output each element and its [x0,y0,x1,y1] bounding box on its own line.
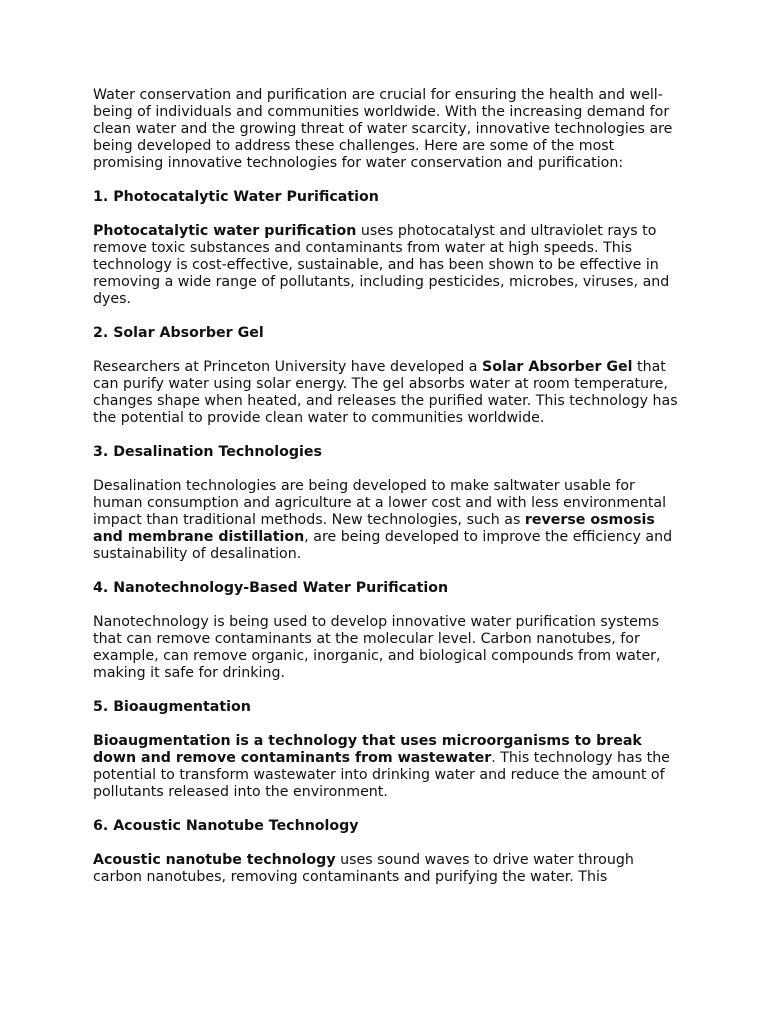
document-page [93,87,683,903]
paragraph-bold-text: Bioaugmentation is a technology that uses microorganisms to break down and remove contaminants from wastewater [93,733,642,766]
paragraph-text: uses photocatalyst and ultraviolet rays to remove toxic substances and contaminants from water at high speeds. This technology is cost-effective, sustainable, and has been shown to be effective in removing a wide range of pollutants, including pesticides, microbes, viruses, and dyes. [93,223,670,307]
paragraph-bold-text: Solar Absorber Gel [482,359,633,375]
section-heading: 4. Nanotechnology-Based Water Purification [93,580,449,596]
paragraph-text: Researchers at Princeton University have developed a [93,359,482,375]
section-6 [93,818,683,886]
section-heading: 2. Solar Absorber Gel [93,325,264,341]
section-4 [93,580,683,682]
section-paragraph [93,359,683,427]
section-paragraph [93,733,683,801]
paragraph-text: . This technology has the potential to transform wastewater into drinking water and reduce the amount of pollutants released into the environment. [93,750,670,800]
section-2 [93,325,683,427]
section-heading: 5. Bioaugmentation [93,699,251,715]
section-paragraph [93,223,683,308]
intro-paragraph: Water conservation and purification are crucial for ensuring the health and well-being of individuals and communities worldwide. With the increasing demand for clean water and the growing threat of water scarcity, innovative technologies are being developed to address these challenges. Here are some of the most promising innovative technologies for water conservation and purification: [93,87,673,171]
paragraph-text: that can purify water using solar energy. The gel absorbs water at room temperature, changes shape when heated, and releases the purified water. This technology has the potential to provide clean water to communities worldwide. [93,359,678,426]
paragraph-bold-text: reverse osmosis and membrane distillation [93,512,655,545]
section-heading: 6. Acoustic Nanotube Technology [93,818,359,834]
paragraph-text: Desalination technologies are being developed to make saltwater usable for human consumption and agriculture at a lower cost and with less environmental impact than traditional methods. New technologies, such as [93,478,667,528]
section-heading: 1. Photocatalytic Water Purification [93,189,379,205]
section-3 [93,444,683,563]
section-paragraph [93,614,683,682]
paragraph-text: uses sound waves to drive water through carbon nanotubes, removing contaminants and purifying the water. This [93,852,634,885]
section-paragraph [93,478,683,563]
paragraph-bold-text: Photocatalytic water purification [93,223,357,239]
paragraph-bold-text: Acoustic nanotube technology [93,852,336,868]
section-heading: 3. Desalination Technologies [93,444,322,460]
section-1 [93,189,683,308]
section-5 [93,699,683,801]
paragraph-text: , are being developed to improve the efficiency and sustainability of desalination. [93,529,673,562]
paragraph-text: Nanotechnology is being used to develop innovative water purification systems that can remove contaminants at the molecular level. Carbon nanotubes, for example, can remove organic, inorganic, and biological compounds from water, making it safe for drinking. [93,614,661,681]
section-paragraph [93,852,683,886]
